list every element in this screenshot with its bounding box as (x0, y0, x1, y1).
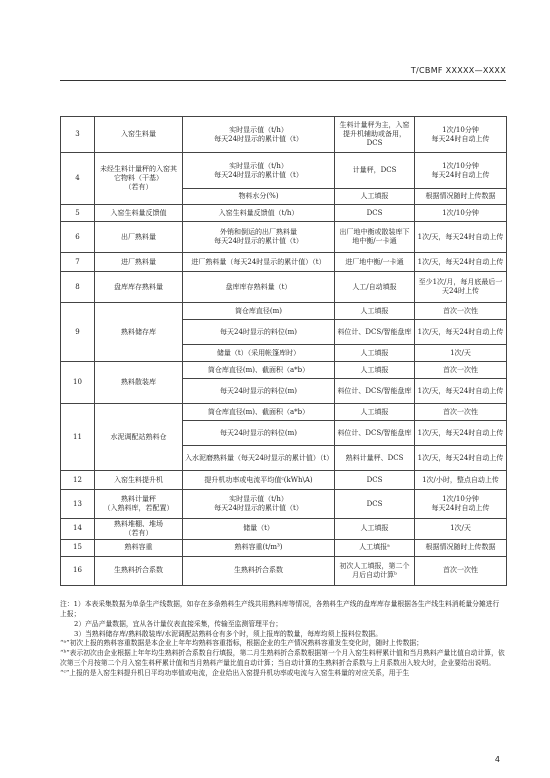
table-row (61, 539, 507, 556)
data-content: 生熟料折合系数 (183, 556, 335, 585)
collection-method: 熟料计量秤、DCS (335, 446, 415, 471)
item-name: 熟料散装库 (95, 362, 183, 404)
collection-method: DCS (335, 471, 415, 490)
collection-method: 人工填报 (335, 189, 415, 205)
table-row (61, 362, 507, 379)
collection-method: 初次人工填报，第二个月后自动计算ᵇ (335, 556, 415, 585)
table-row (61, 272, 507, 303)
note-line: “ᶜ”上报的是入窑生料提升机日平均功率值或电流，企业给出入窑提升机功率或电流与入窑生料量的对应关系，用于生 (60, 668, 410, 677)
data-content: 每天24时显示的料位(m) (183, 421, 335, 446)
data-content: 储量（t） (183, 519, 335, 540)
item-name: 进厂熟料量 (95, 253, 183, 272)
collection-method: 人工填报 (335, 404, 415, 421)
row-number: 15 (61, 539, 95, 556)
row-number: 7 (61, 253, 95, 272)
upload-frequency: 1次/天，每天24时自动上传 (415, 446, 507, 471)
upload-frequency: 1次/天，每天24时自动上传 (415, 253, 507, 272)
collection-method: 人工填报 (335, 519, 415, 540)
collection-method: DCS (335, 205, 415, 222)
upload-frequency: 1次/10分钟 每天24时自动上传 (415, 490, 507, 519)
table-row (61, 556, 507, 585)
collection-method: 人工填报 (335, 303, 415, 320)
data-content: 进厂熟料量（每天24时显示的累计值）（t） (183, 253, 335, 272)
row-number: 9 (61, 303, 95, 362)
note-line: “ᵇ”表示初次由企业根据上年年均生熟料折合系数自行填报，第二月生熟料折合系数根据第一个月入窑生料秤累计值和当月熟料产量比值自动计算，依次第三个月按第二个月入窑生料秤累计值和当月熟料产量比值自动计算；当自动计算的生熟料折合系数与上月系数出入较大时，企业要给出说明。 (60, 649, 505, 668)
data-content: 每天24时显示的料位(m) (183, 320, 335, 345)
note-line: 3）当熟料储存库/熟料散装库/水泥调配站熟料仓有多个时，须上报库的数量，每库均须上报料位数据。 (74, 629, 382, 638)
upload-frequency: 1次/天 (415, 345, 507, 362)
data-content: 实时显示值（t/h） 每天24时显示的累计值（t） (183, 117, 335, 153)
data-content: 入窑生料量反馈值（t/h） (183, 205, 335, 222)
row-number: 8 (61, 272, 95, 303)
row-number: 4 (61, 153, 95, 205)
data-content: 筒仓库直径(m)、截面积（a*b） (183, 404, 335, 421)
upload-frequency: 至少1次/月，每月底最后一天24时上传 (415, 272, 507, 303)
header-rule (60, 80, 506, 81)
upload-frequency: 1次/10分钟 每天24时自动上传 (415, 153, 507, 189)
upload-frequency: 首次一次性 (415, 362, 507, 379)
upload-frequency: 1次/10分钟 每天24时自动上传 (415, 117, 507, 153)
upload-frequency: 根据情况随时上传数据 (415, 189, 507, 205)
item-name: 熟料储存库 (95, 303, 183, 362)
data-content: 盘库库存熟料量（t） (183, 272, 335, 303)
item-name: 未经生料计量秤的入窑其它物料（干基） （若有） (95, 153, 183, 205)
row-number: 16 (61, 556, 95, 585)
upload-frequency: 首次一次性 (415, 303, 507, 320)
note-line: “ᵃ”初次上报的熟料容重数据是本企业上年年均熟料容重指标，根据企业的生产情况熟料容重发生变化时，随时上传数据； (60, 639, 424, 648)
row-number: 6 (61, 222, 95, 253)
upload-frequency: 1次/天，每天24时自动上传 (415, 222, 507, 253)
collection-method: DCS (335, 490, 415, 519)
item-name: 熟料堆棚、堆场 （若有） (95, 519, 183, 540)
collection-method: 料位计、DCS/智能盘库 (335, 421, 415, 446)
item-name: 熟料计量秤 （入熟料库，若配置） (95, 490, 183, 519)
item-name: 水泥调配站熟料仓 (95, 404, 183, 471)
row-number: 5 (61, 205, 95, 222)
row-number: 13 (61, 490, 95, 519)
collection-method: 料位计、DCS/智能盘库 (335, 320, 415, 345)
table-row (61, 303, 507, 320)
note-line: 注：1）本表采集数据为单条生产线数据，如存在多条熟料生产线共用熟料库等情况，各熟料生产线的盘库库存量根据各生产线生料消耗量分摊进行上报； (60, 600, 500, 618)
collection-method: 计量秤，DCS (335, 153, 415, 189)
upload-frequency: 1次/天，每天24时自动上传 (415, 379, 507, 404)
item-name: 入窑生料提升机 (95, 471, 183, 490)
table-row (61, 253, 507, 272)
data-content: 实时显示值（t/h） 每天24时显示的累计值（t） (183, 490, 335, 519)
row-number: 14 (61, 519, 95, 540)
row-number: 3 (61, 117, 95, 153)
upload-frequency: 1次/天，每天24时自动上传 (415, 320, 507, 345)
table-row (61, 519, 507, 540)
collection-method: 料位计、DCS/智能盘库 (335, 379, 415, 404)
collection-method: 出厂地中衡或散装库下地中衡/一卡通 (335, 222, 415, 253)
data-table (60, 116, 507, 586)
table-row (61, 222, 507, 253)
data-content: 每天24时显示的料位(m) (183, 379, 335, 404)
table-notes (60, 600, 506, 679)
item-name: 入窑生料量 (95, 117, 183, 153)
data-content: 筒仓库直径(m) (183, 303, 335, 320)
upload-frequency: 首次一次性 (415, 404, 507, 421)
table-row (61, 471, 507, 490)
data-content: 熟料容重(t/m³) (183, 539, 335, 556)
upload-frequency: 1次/天 (415, 519, 507, 540)
document-code: T/CBMF XXXXX—XXXX (410, 66, 506, 75)
data-content: 外销和倒运的出厂熟料量 每天24时显示的累计值（t） (183, 222, 335, 253)
collection-method: 人工填报 (335, 345, 415, 362)
collection-method: 进厂地中衡/一卡通 (335, 253, 415, 272)
collection-method: 人工/自动填报 (335, 272, 415, 303)
table-row (61, 153, 507, 189)
upload-frequency: 首次一次性 (415, 556, 507, 585)
item-name: 熟料容重 (95, 539, 183, 556)
collection-method: 人工填报 (335, 362, 415, 379)
table-row (61, 117, 507, 153)
table-row (61, 404, 507, 421)
data-content: 提升机功率或电流平均值ᶜ(kWh\A) (183, 471, 335, 490)
item-name: 出厂熟料量 (95, 222, 183, 253)
data-content: 储量（t）（采用帐篷库时） (183, 345, 335, 362)
item-name: 盘库库存熟料量 (95, 272, 183, 303)
upload-frequency: 1次/10分钟 (415, 205, 507, 222)
table-row (61, 205, 507, 222)
item-name: 入窑生料量反馈值 (95, 205, 183, 222)
item-name: 生熟料折合系数 (95, 556, 183, 585)
upload-frequency: 根据情况随时上传数据 (415, 539, 507, 556)
table-row (61, 490, 507, 519)
collection-method: 生料计量秤为主，入窑提升机辅助或备用，DCS (335, 117, 415, 153)
page-number: 4 (494, 755, 500, 764)
upload-frequency: 1次/天，每天24时自动上传 (415, 421, 507, 446)
note-line: 2）产品产量数据，宜从各计量仪表直接采集，传输至监测管理平台； (74, 619, 283, 628)
collection-method: 人工填报ᵃ (335, 539, 415, 556)
data-content: 物料水分(%) (183, 189, 335, 205)
data-content: 入水泥磨熟料量（每天24时显示的累计值）（t） (183, 446, 335, 471)
data-content: 实时显示值（t/h） 每天24时显示的累计值（t） (183, 153, 335, 189)
data-content: 筒仓库直径(m)、截面积（a*b） (183, 362, 335, 379)
row-number: 10 (61, 362, 95, 404)
row-number: 11 (61, 404, 95, 471)
upload-frequency: 1次/小时，整点自动上传 (415, 471, 507, 490)
row-number: 12 (61, 471, 95, 490)
